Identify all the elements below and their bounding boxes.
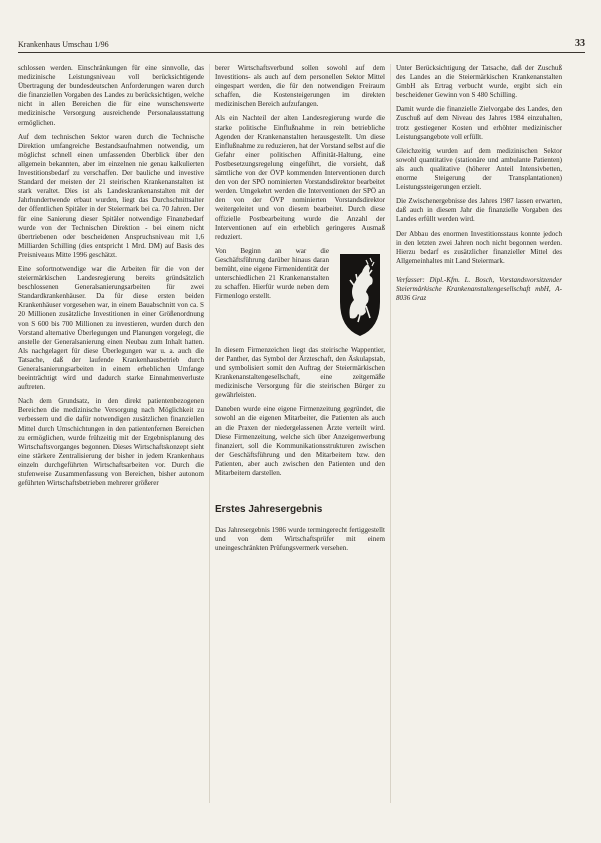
author-credit: Verfasser: Dipl.-Kfm. L. Bosch, Vorstandsvorsitzender Steiermärkische Krankenanstaltengesellschaft mbH, A-8036 Graz	[396, 275, 562, 303]
paragraph: berer Wirtschaftsverbund sollen sowohl auf dem Investitions- als auch auf dem personellen Sektor Mittel eingespart werden, die für den notwendigen Freiraum schaffen, die Kostensteigerungen im direkten medizinischen Bereich aufzufangen.	[215, 64, 385, 109]
paragraph: schlossen werden. Einschränkungen für eine sinnvolle, das medizinische Leistungsniveau voll berücksichtigende Übertragung der bundesdeutschen Anforderungen waren durch die finanziellen Vorgaben des Landes zu berücksichtigen, welche nicht in allen Bereichen die für eine wunschenswerte medizinische Versorgung ausreichende Personalausstattung ermöglichen.	[18, 64, 204, 127]
paragraph: In diesem Firmenzeichen liegt das steirische Wappentier, der Panther, das Symbol der Ärzteschaft, den Äskulapstab, und symbolisiert somit den Auftrag der Steiermärkischen Krankenanstaltengesellschaft, eine zeitgemäße medizinische Versorgung für die steirischen Bürger zu gewährleisten.	[215, 345, 385, 400]
paragraph: Auf dem technischen Sektor waren durch die Technische Direktion umfangreiche Bestandsaufnahmen notwendig, um möglichst schnell einen umfassenden Überblick über den allgemein bekannten, aber im einzelnen nie genau kalkulierten Investitionsbedarf zu verschaffen. Der bauliche und investive Standard der meisten der 21 steirischen Krankenanstalten ist stark veraltet. Dies ist als Landeskrankenanstalten mit der Jahrhundertwende erbaut wurden, liegt das Durchschnittsalter der öffentlichen Spitäler in der Steiermark bei ca. 70 Jahren. Der für eine Sanierung dieser Spitäler notwendige Finanzbedarf wurde von der Technischen Direktion - bei einem nicht übertriebenen oder bescheidenen Anspruchsniveau mit 1,6 Milliarden Schilling (dies entspricht 1 Mrd. DM) auf Basis des Preisniveaus Mitte 1996 geschätzt.	[18, 132, 204, 259]
paragraph: Gleichzeitig wurden auf dem medizinischen Sektor sowohl quantitative (stationäre und ambulante Patienten) als auch qualitative (höherer Anteil Intensivbetten, enorme Steigerung der Transplantationen) Leistungssteigerungen erzielt.	[396, 146, 562, 192]
paragraph: Von Beginn an war die Geschäftsführung darüber hinaus daran bemüht, eine eigene Firmenidentität der unterschiedlichen 21 Krankenanstalten zu schaffen. Hierfür wurde neben dem Firmenlogo erstellt.	[215, 246, 329, 301]
paragraph: Nach dem Grundsatz, in den direkt patientenbezogenen Bereichen die medizinische Versorgung nach Möglichkeit zu verbessern und die dafür notwendigen zusätzlichen finanziellen Mittel durch Umschichtungen in den patientenfernen Bereichen zu ermöglichen, wurde frühzeitig mit der Ergebnisplanung des Wirtschaftsvorganges begonnen. Dieses Wirtschaftskonzept sieht eine stärkere Zentralisierung der bisher in jedem Krankenhaus einzeln durchgeführten Wirtschaftsarbeiten vor. Durch die stufenweise Zusammenfassung von Bereichen, bisher autonom geführten Wirtschaftsbetrieben mehrerer größerer	[18, 397, 204, 488]
paragraph: Damit wurde die finanzielle Zielvorgabe des Landes, den Zuschuß auf dem Niveau des Jahres 1984 einzuhalten, trotz gestiegener Kosten und erhöhter medizinischer Leistungsangebote voll erfüllt.	[396, 105, 562, 141]
column-divider	[390, 64, 391, 803]
crest-block	[215, 247, 385, 341]
page-number: 33	[575, 38, 585, 49]
section-heading: Erstes Jahresergebnis	[215, 504, 323, 516]
paragraph: Als ein Nachteil der alten Landesregierung wurde die starke politische Einflußnahme in rein betriebliche Agenden der Krankenanstalten herausgestellt. Um diese Einflußnahme zu reduzieren, hat der Vorstand selbst auf die Gefahr einer politischen Affinität-Haltung, eine Postbesetzungsregelung eingeführt, die vorsieht, daß sämtliche von der ÖVP kommenden Interventionen durch den von der SPÖ nominierten Vorstandsdirektor bearbeitet werden. Umgekehrt werden die Interventionen der SPÖ an den von der ÖVP nominierten Vorstandsdirektor weitergeleitet und von diesem bearbeitet. Durch diese offizielle Postbearbeitung wurde die Anzahl der Interventionen auf ein erheblich geringeres Ausmaß reduziert.	[215, 114, 385, 241]
paragraph: Das Jahresergebnis 1986 wurde termingerecht fertiggestellt und von dem Wirtschaftsprüfer mit einem uneingeschränkten Prüfungsvermerk versehen.	[215, 526, 385, 553]
paragraph: Der Abbau des enormen Investitionsstaus konnte jedoch in den letzten zwei Jahren noch nicht begonnen werden. Hierzu bedarf es zusätzlicher finanzieller Mittel des Allgemeinhaltes mit Land Steiermark.	[396, 229, 562, 265]
text-column-3	[396, 64, 562, 308]
panther-crest-icon	[336, 248, 384, 340]
paragraph: Unter Berücksichtigung der Tatsache, daß der Zuschuß des Landes an die Steiermärkischen Krankenanstalten GmbH als Ertrag verbucht wurde, ergibt sich ein bescheidener Gewinn von S 480 Schilling.	[396, 64, 562, 100]
panther-crest-logo	[335, 247, 385, 341]
journal-title: Krankenhaus Umschau 1/96	[18, 40, 109, 49]
paragraph: Die Zwischenergebnisse des Jahres 1987 lassen erwarten, daß auch in diesem Jahr die finanzielle Vorgaben des Landes erfüllt werden wird.	[396, 197, 562, 224]
column-divider	[209, 64, 210, 803]
header-rule	[18, 52, 585, 53]
paragraph: Daneben wurde eine eigene Firmenzeitung gegründet, die sowohl an die eigenen Mitarbeiter, die Patienten als auch an die Praxen der niedergelassenen Ärzte verteilt wird. Diese Firmenzeitung, welche sich über Anzeigenwerbung finanziert, soll die Kommunikationsstrukturen zwischen der Geschäftsführung und den Mitarbeitern bzw. den Patienten, aber auch zwischen den Patienten und den Mitarbeitern darstellen.	[215, 405, 385, 477]
paragraph: Eine sofortnotwendige war die Arbeiten für die von der steiermärkischen Landesregierung bereits gründsätzlich beschlossenen Generalsanierungsarbeiten für zwei Standardkrankenhäuser. Da für diese ersten beiden Krankenhäuser vorgesehen war, in einem Bauabschnitt von ca. S 20 Millionen zusätzliche Investitionen in einer Größenordnung von S 600 bis 700 Millionen zu investieren, wurden durch den Vorstand alternative Überlegungen und Planungen vorgelegt, die anstelle der Generalsanierung einen Neubau zum Inhalt hatten. Als nachgelagert für diese Überlegungen war u. a. auch die Tatsache, daß der laufende Krankenhausbetrieb durch Generalsanierungsarbeiten in einem erheblichen Umfange beeinträchtigt wird und dadurch starke Einnahmenverluste auftreten.	[18, 264, 204, 392]
running-header	[18, 38, 585, 49]
text-column-2	[215, 64, 385, 558]
text-column-1	[18, 64, 204, 493]
